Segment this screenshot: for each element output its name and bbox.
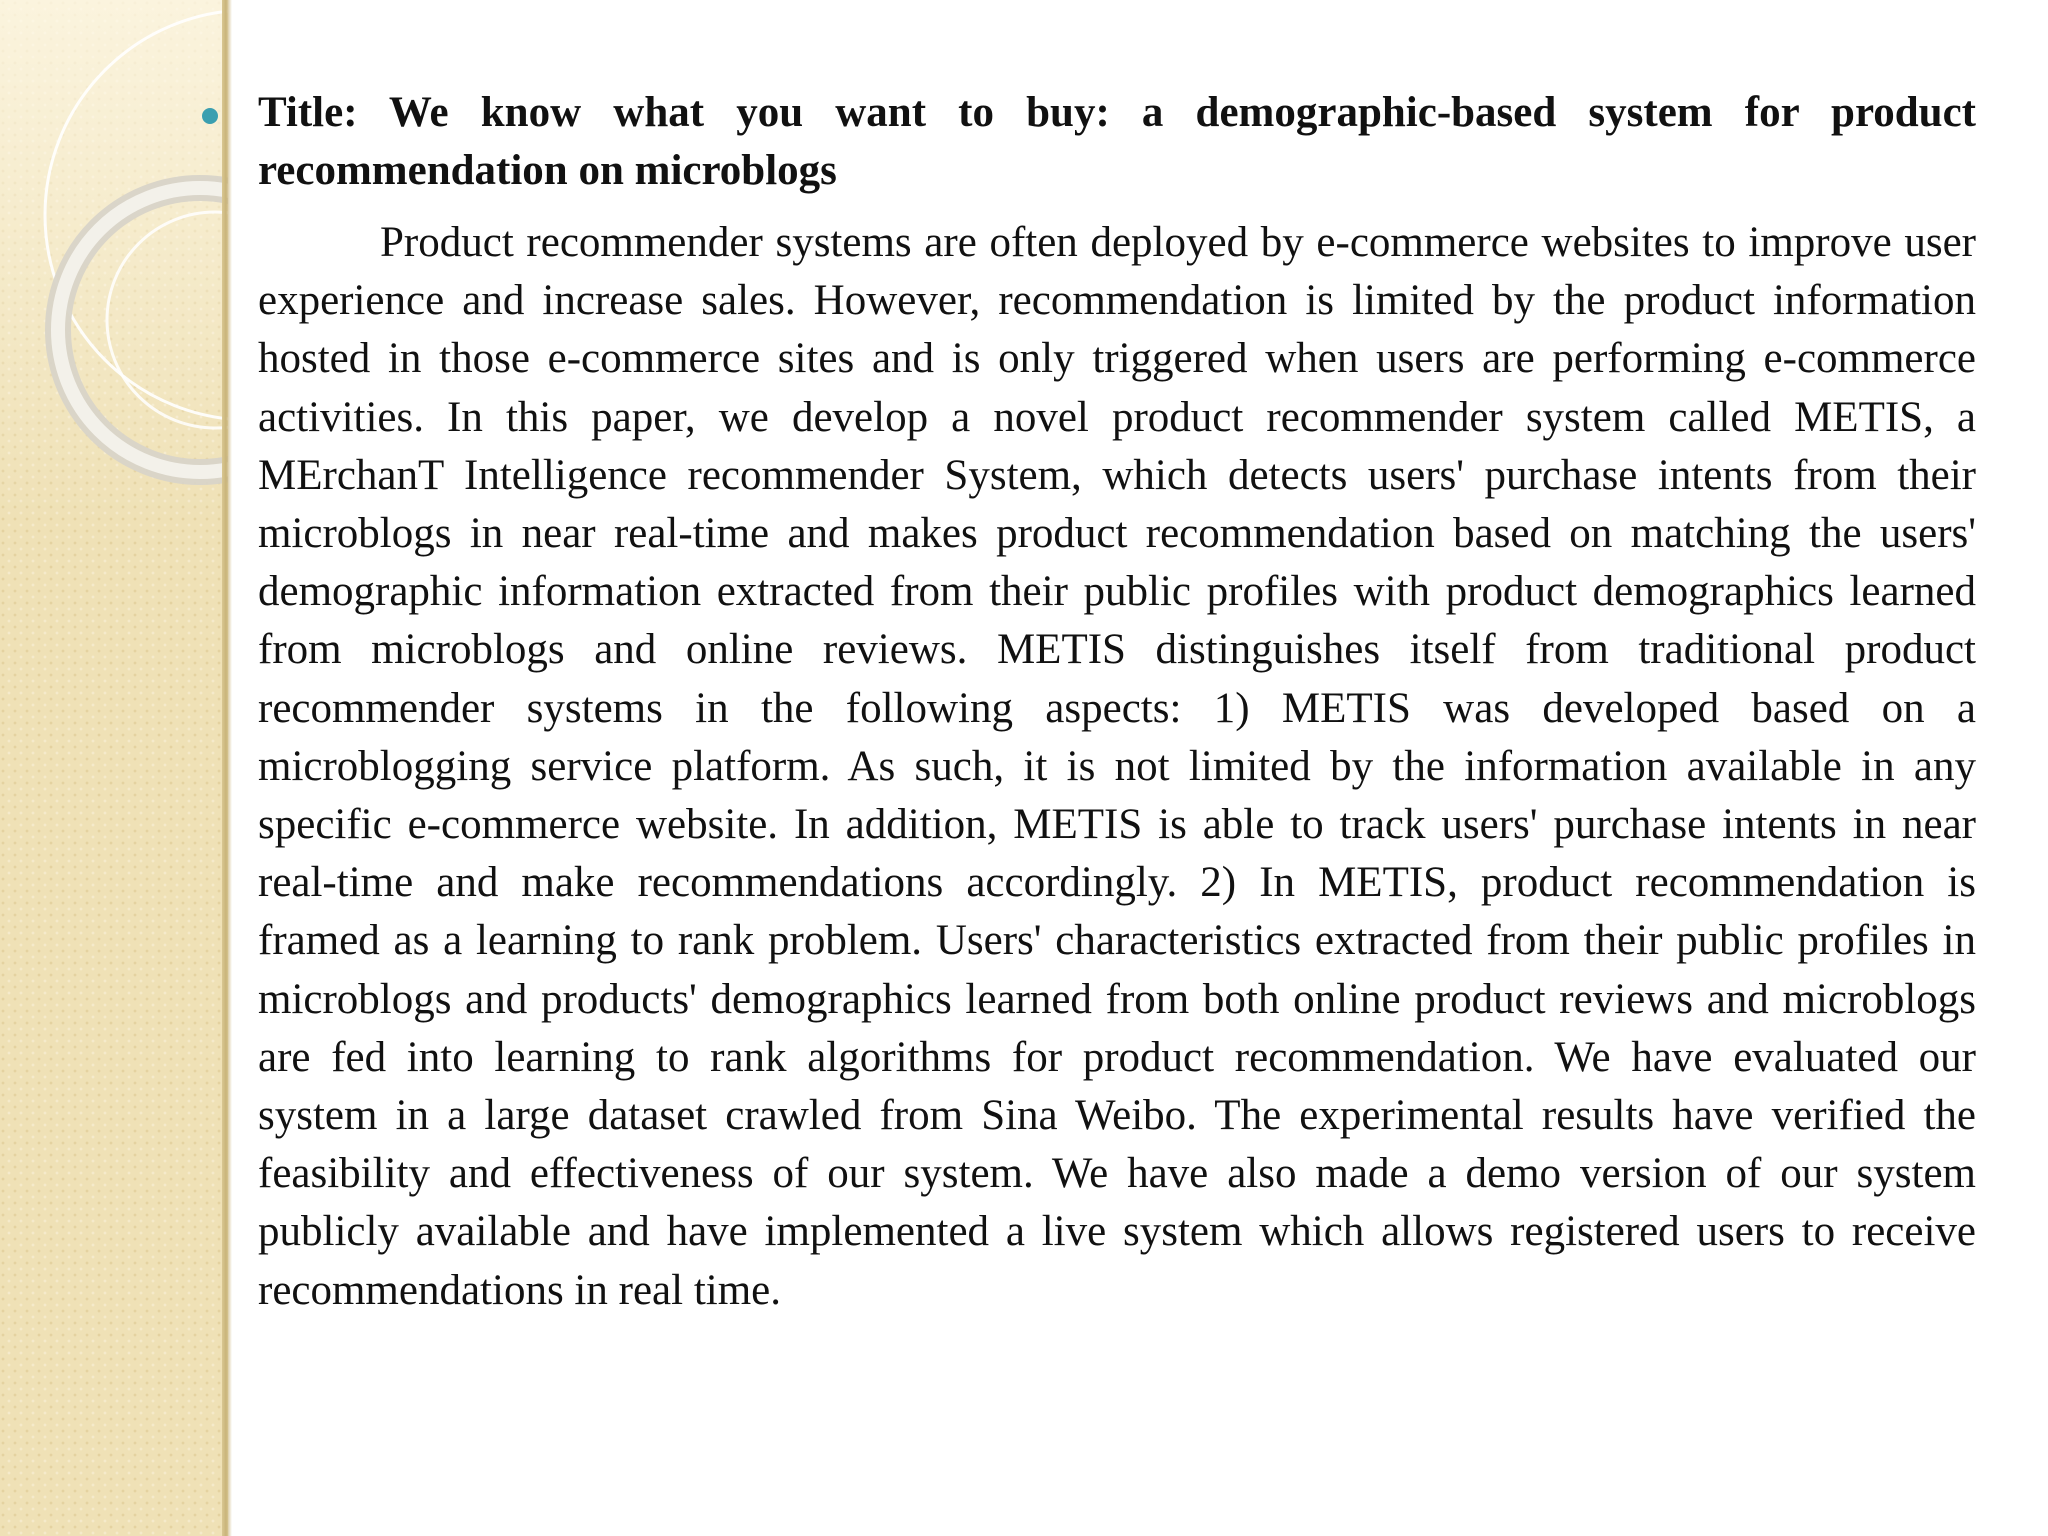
paper-title: Title: We know what you want to buy: a demographic-based system for product recommendation on microblogs bbox=[258, 89, 1976, 194]
decorative-sidebar bbox=[0, 0, 228, 1536]
sidebar-edge bbox=[222, 0, 232, 1536]
bullet-dot-icon bbox=[202, 108, 218, 124]
paper-abstract: Product recommender systems are often deployed by e-commerce websites to improve user experience and increase sales. However, recommendation is limited by the product information hosted in those e-commerce sites and is only triggered when users are performing e-commerce activities. In this paper, we develop a novel product recommender system called METIS, a MErchanT Intelligence recommender System, which detects users' purchase intents from their microblogs in near real-time and makes product recommendation based on matching the users' demographic information extracted from their public profiles with product demographics learned from microblogs and online reviews. METIS distinguishes itself from traditional product recommender systems in the following aspects: 1) METIS was developed based on a microblogging service platform. As such, it is not limited by the information available in any specific e-commerce website. In addition, METIS is able to track users' purchase intents in near real-time and make recommendations accordingly. 2) In METIS, product recommendation is framed as a learning to rank problem. Users' characteristics extracted from their public profiles in microblogs and products' demographics learned from both online product reviews and microblogs are fed into learning to rank algorithms for product recommendation. We have evaluated our system in a large dataset crawled from Sina Weibo. The experimental results have verified the feasibility and effectiveness of our system. We have also made a demo version of our system publicly available and have implemented a live system which allows registered users to receive recommendations in real time. bbox=[258, 219, 1976, 1314]
slide-content bbox=[258, 84, 1976, 1320]
decorative-rings-icon bbox=[0, 0, 228, 560]
